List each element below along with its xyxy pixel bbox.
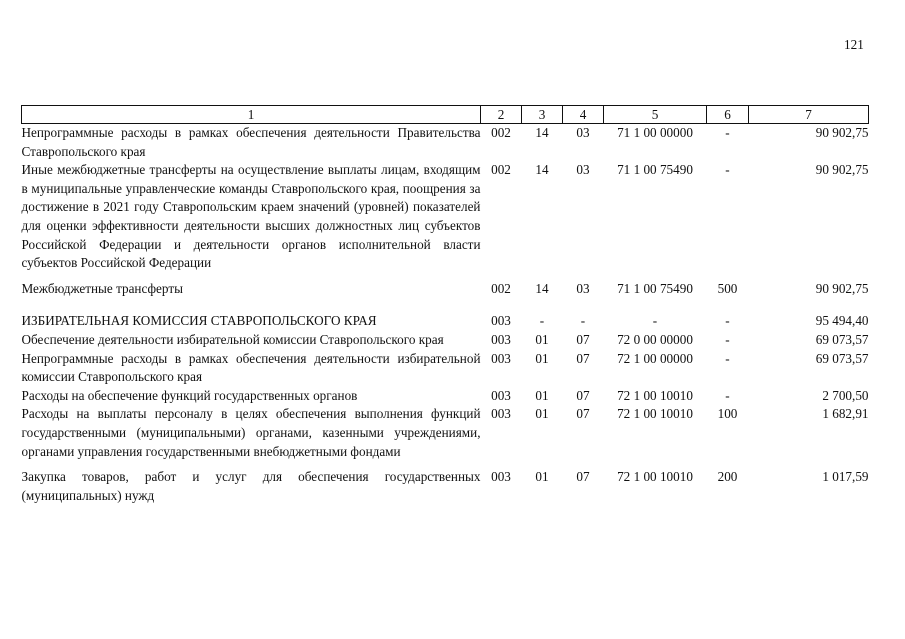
row-section-code: 01 bbox=[535, 406, 549, 422]
row-target-article: 72 1 00 10010 bbox=[617, 469, 693, 485]
row-amount: 69 073,57 bbox=[815, 331, 869, 347]
row-ministry-code: 003 bbox=[491, 331, 511, 347]
row-subsection-code: 03 bbox=[576, 280, 590, 296]
row-name: Иные межбюджетные трансферты на осуществление выплаты лицам, входящим в муниципальные управленческие команды Ставропольского края, поощрения за достижение в 2021 году Ставропольским краем значений (уровней) показателей для оценки эффективности деятельности высших должностных лиц субъектов Российской Федерации и деятельности органов исполнительной власти субъектов Российской Федерации bbox=[21, 162, 481, 271]
row-target-article: 72 1 00 00000 bbox=[617, 350, 693, 366]
row-section-code: 14 bbox=[535, 162, 549, 178]
row-ministry-code: 003 bbox=[491, 469, 511, 485]
row-target-article: 72 1 00 10010 bbox=[617, 406, 693, 422]
row-expense-type: - bbox=[725, 350, 730, 366]
row-ministry-code: 002 bbox=[491, 280, 511, 296]
row-target-article: 71 1 00 75490 bbox=[617, 162, 693, 178]
row-expense-type: 100 bbox=[717, 406, 738, 422]
row-ministry-code: 003 bbox=[491, 313, 511, 329]
header-col-7: 7 bbox=[749, 106, 869, 124]
row-section-code: 01 bbox=[535, 350, 549, 366]
row-section-code: 14 bbox=[535, 125, 549, 140]
row-amount: 95 494,40 bbox=[815, 313, 869, 329]
row-amount: 2 700,50 bbox=[822, 387, 869, 403]
row-name: Обеспечение деятельности избирательной комиссии Ставропольского края bbox=[21, 331, 444, 347]
row-expense-type: 200 bbox=[717, 469, 738, 485]
row-name: Непрограммные расходы в рамках обеспечения деятельности избирательной комиссии Ставропольского края bbox=[21, 350, 481, 385]
table-row bbox=[22, 312, 869, 331]
row-target-article: 71 1 00 00000 bbox=[617, 125, 693, 140]
table-header-row bbox=[22, 106, 869, 124]
table-row bbox=[22, 331, 869, 350]
table-row bbox=[22, 405, 869, 468]
table-row bbox=[22, 350, 869, 387]
row-name: Закупка товаров, работ и услуг для обеспечения государственных (муниципальных) нужд bbox=[21, 469, 481, 503]
row-amount: 1 682,91 bbox=[822, 406, 869, 422]
row-amount: 69 073,57 bbox=[815, 350, 869, 366]
row-name: Расходы на выплаты персоналу в целях обеспечения выполнения функций государственными (муниципальными) органами, казенными учреждениями, органами управления государственными внебюджетными фондами bbox=[21, 406, 481, 459]
row-expense-type: - bbox=[725, 125, 730, 140]
header-col-2: 2 bbox=[481, 106, 522, 124]
row-section-code: - bbox=[539, 313, 545, 329]
row-section-code: 01 bbox=[535, 387, 549, 403]
row-amount: 90 902,75 bbox=[815, 125, 869, 140]
row-name: Непрограммные расходы в рамках обеспечения деятельности Правительства Ставропольского края bbox=[21, 125, 481, 159]
row-section-code: 14 bbox=[535, 280, 549, 296]
row-name: Межбюджетные трансферты bbox=[21, 280, 183, 296]
row-target-article: 72 0 00 00000 bbox=[617, 331, 693, 347]
row-subsection-code: - bbox=[580, 313, 586, 329]
row-amount: 90 902,75 bbox=[815, 162, 869, 178]
row-subsection-code: 07 bbox=[576, 406, 590, 422]
row-target-article: 72 1 00 10010 bbox=[617, 387, 693, 403]
row-ministry-code: 003 bbox=[491, 406, 511, 422]
row-subsection-code: 03 bbox=[576, 125, 590, 140]
row-name: ИЗБИРАТЕЛЬНАЯ КОМИССИЯ СТАВРОПОЛЬСКОГО КРАЯ bbox=[21, 313, 377, 329]
header-col-3: 3 bbox=[522, 106, 563, 124]
row-section-code: 01 bbox=[535, 331, 549, 347]
row-ministry-code: 003 bbox=[491, 387, 511, 403]
row-subsection-code: 07 bbox=[576, 387, 590, 403]
row-expense-type: - bbox=[725, 331, 730, 347]
header-col-5: 5 bbox=[604, 106, 707, 124]
row-ministry-code: 003 bbox=[491, 350, 511, 366]
row-expense-type: - bbox=[725, 387, 730, 403]
row-subsection-code: 07 bbox=[576, 469, 590, 485]
table-row bbox=[22, 280, 869, 313]
table-row bbox=[22, 124, 869, 162]
row-expense-type: 500 bbox=[717, 280, 738, 296]
budget-table bbox=[21, 105, 869, 505]
row-subsection-code: 03 bbox=[576, 162, 590, 178]
row-expense-type: - bbox=[725, 162, 730, 178]
row-target-article: 71 1 00 75490 bbox=[617, 280, 693, 296]
row-ministry-code: 002 bbox=[491, 125, 511, 140]
page-number: 121 bbox=[844, 37, 864, 52]
header-col-1: 1 bbox=[22, 106, 481, 124]
table-row bbox=[22, 468, 869, 505]
row-name: Расходы на обеспечение функций государственных органов bbox=[21, 387, 358, 403]
row-expense-type: - bbox=[725, 313, 730, 329]
row-target-article: - bbox=[652, 313, 658, 329]
row-subsection-code: 07 bbox=[576, 331, 590, 347]
table-row bbox=[22, 161, 869, 280]
header-col-4: 4 bbox=[563, 106, 604, 124]
row-section-code: 01 bbox=[535, 469, 549, 485]
header-col-6: 6 bbox=[707, 106, 749, 124]
row-amount: 1 017,59 bbox=[822, 469, 869, 485]
row-ministry-code: 002 bbox=[491, 162, 511, 178]
row-subsection-code: 07 bbox=[576, 350, 590, 366]
table-row bbox=[22, 387, 869, 406]
row-amount: 90 902,75 bbox=[815, 280, 869, 296]
